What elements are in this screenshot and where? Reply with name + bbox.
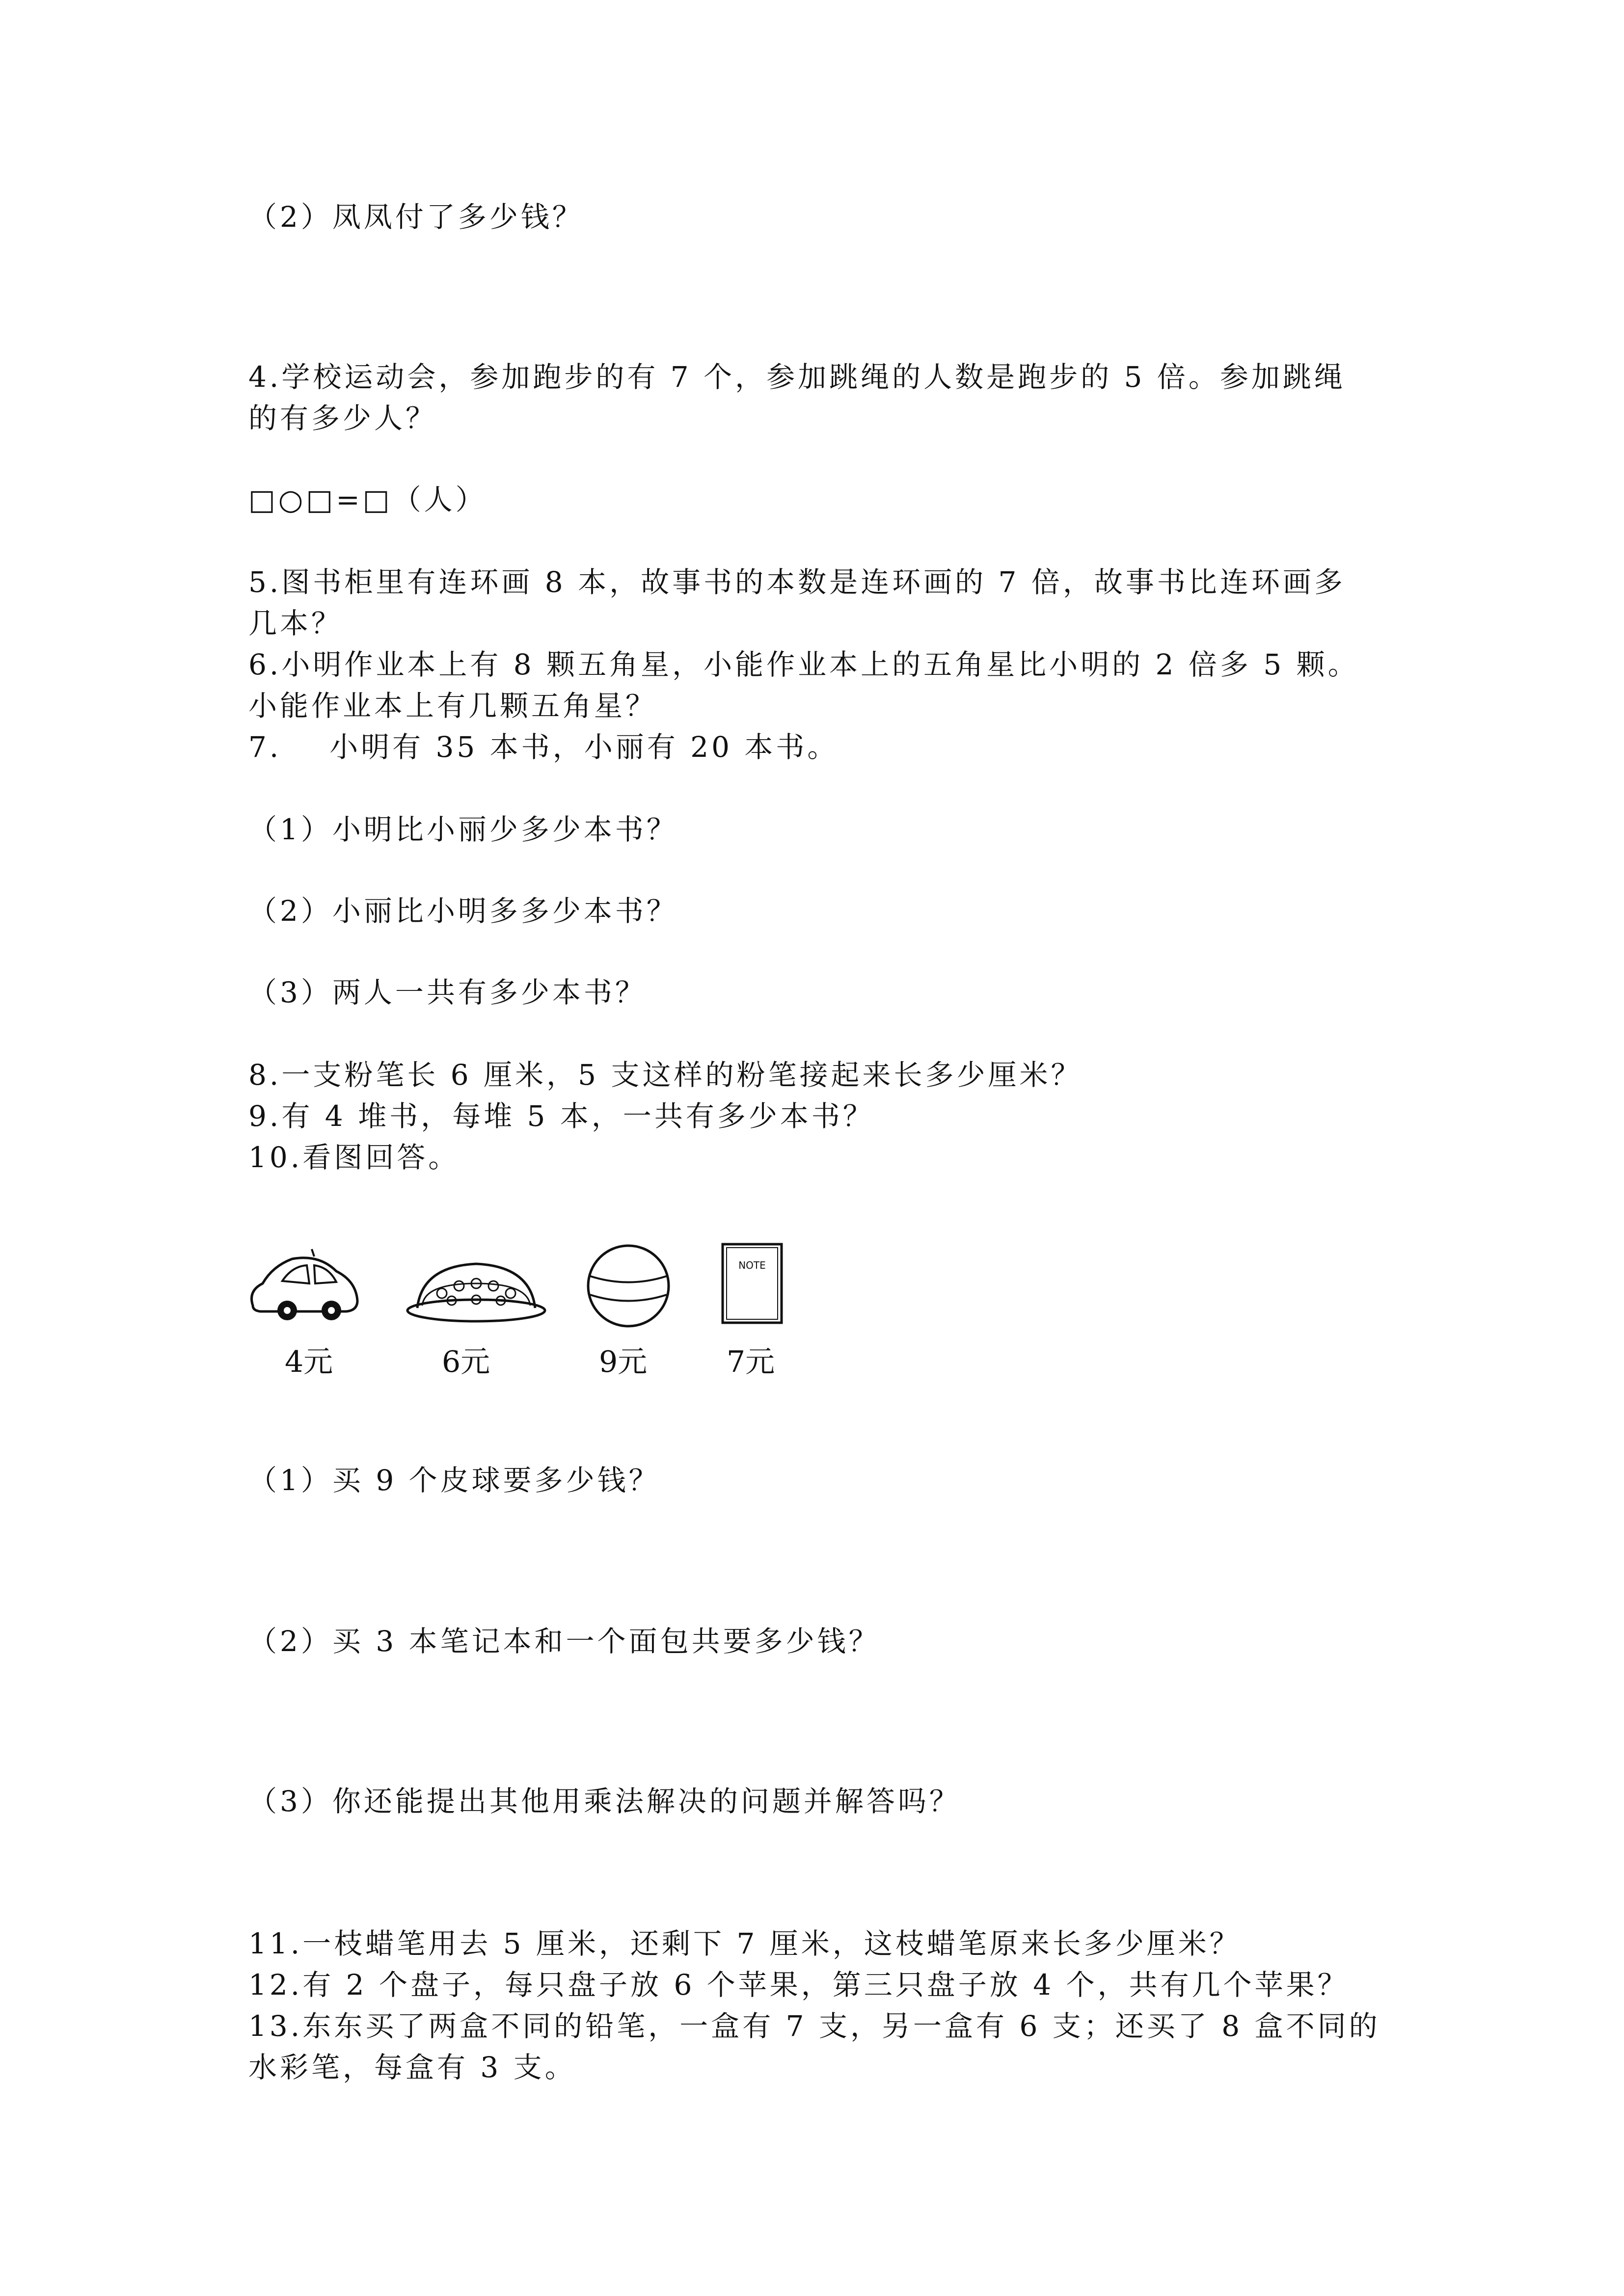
question-4-line-2: 的有多少人？ (248, 401, 437, 435)
bread-item (403, 1237, 550, 1384)
question-10-part-2: （2）买 3 本笔记本和一个面包共要多少钱？ (248, 1625, 880, 1658)
question-7-part-2: （2）小丽比小明多多少本书？ (248, 894, 678, 928)
bread-icon (403, 1237, 550, 1330)
question-8: 8.一支粉笔长 6 厘米，5 支这样的粉笔接起来长多少厘米？ (248, 1058, 1083, 1092)
notebook-label: NOTE (738, 1259, 766, 1271)
question-11: 11.一枝蜡笔用去 5 厘米，还剩下 7 厘米，这枝蜡笔原来长多少厘米？ (248, 1927, 1241, 1960)
question-4-line-1: 4.学校运动会，参加跑步的有 7 个，参加跳绳的人数是跑步的 5 倍。参加跳绳 (248, 360, 1346, 394)
notebook-icon (712, 1237, 800, 1330)
ball-item (579, 1237, 677, 1384)
question-3-part-2: （2）凤凤付了多少钱？ (248, 200, 584, 234)
toy-car-icon (245, 1237, 363, 1330)
car-price: 4元 (285, 1345, 333, 1379)
price-pictures (245, 1237, 805, 1384)
question-10: 10.看图回答。 (248, 1141, 460, 1174)
question-7: 7. 小明有 35 本书，小丽有 20 本书。 (248, 730, 839, 764)
ball-icon (579, 1237, 677, 1330)
question-4-equation: □○□=□（人） (248, 483, 487, 516)
question-10-part-3: （3）你还能提出其他用乘法解决的问题并解答吗？ (248, 1785, 961, 1818)
notebook-item (712, 1237, 800, 1384)
notebook-price: 7元 (727, 1345, 775, 1379)
question-10-part-1: （1）买 9 个皮球要多少钱？ (248, 1464, 660, 1497)
car-item (245, 1237, 363, 1384)
question-7-part-1: （1）小明比小丽少多少本书？ (248, 813, 678, 846)
question-5-line-1: 5.图书柜里有连环画 8 本，故事书的本数是连环画的 7 倍，故事书比连环画多 (248, 565, 1346, 599)
question-13-line-1: 13.东东买了两盒不同的铅笔，一盒有 7 支，另一盒有 6 支；还买了 8 盒不同的 (248, 2009, 1380, 2043)
question-6-line-1: 6.小明作业本上有 8 颗五角星，小能作业本上的五角星比小明的 2 倍多 5 颗。 (248, 648, 1359, 681)
question-5-line-2: 几本？ (248, 607, 343, 640)
question-12: 12.有 2 个盘子，每只盘子放 6 个苹果，第三只盘子放 4 个，共有几个苹果？ (248, 1968, 1349, 2002)
question-7-part-3: （3）两人一共有多少本书？ (248, 976, 647, 1009)
ball-price: 9元 (599, 1345, 648, 1379)
question-6-line-2: 小能作业本上有几颗五角星？ (248, 689, 657, 722)
question-9: 9.有 4 堆书，每堆 5 本，一共有多少本书？ (248, 1099, 874, 1133)
question-13-line-2: 水彩笔，每盒有 3 支。 (248, 2051, 576, 2084)
bread-price: 6元 (442, 1345, 490, 1379)
